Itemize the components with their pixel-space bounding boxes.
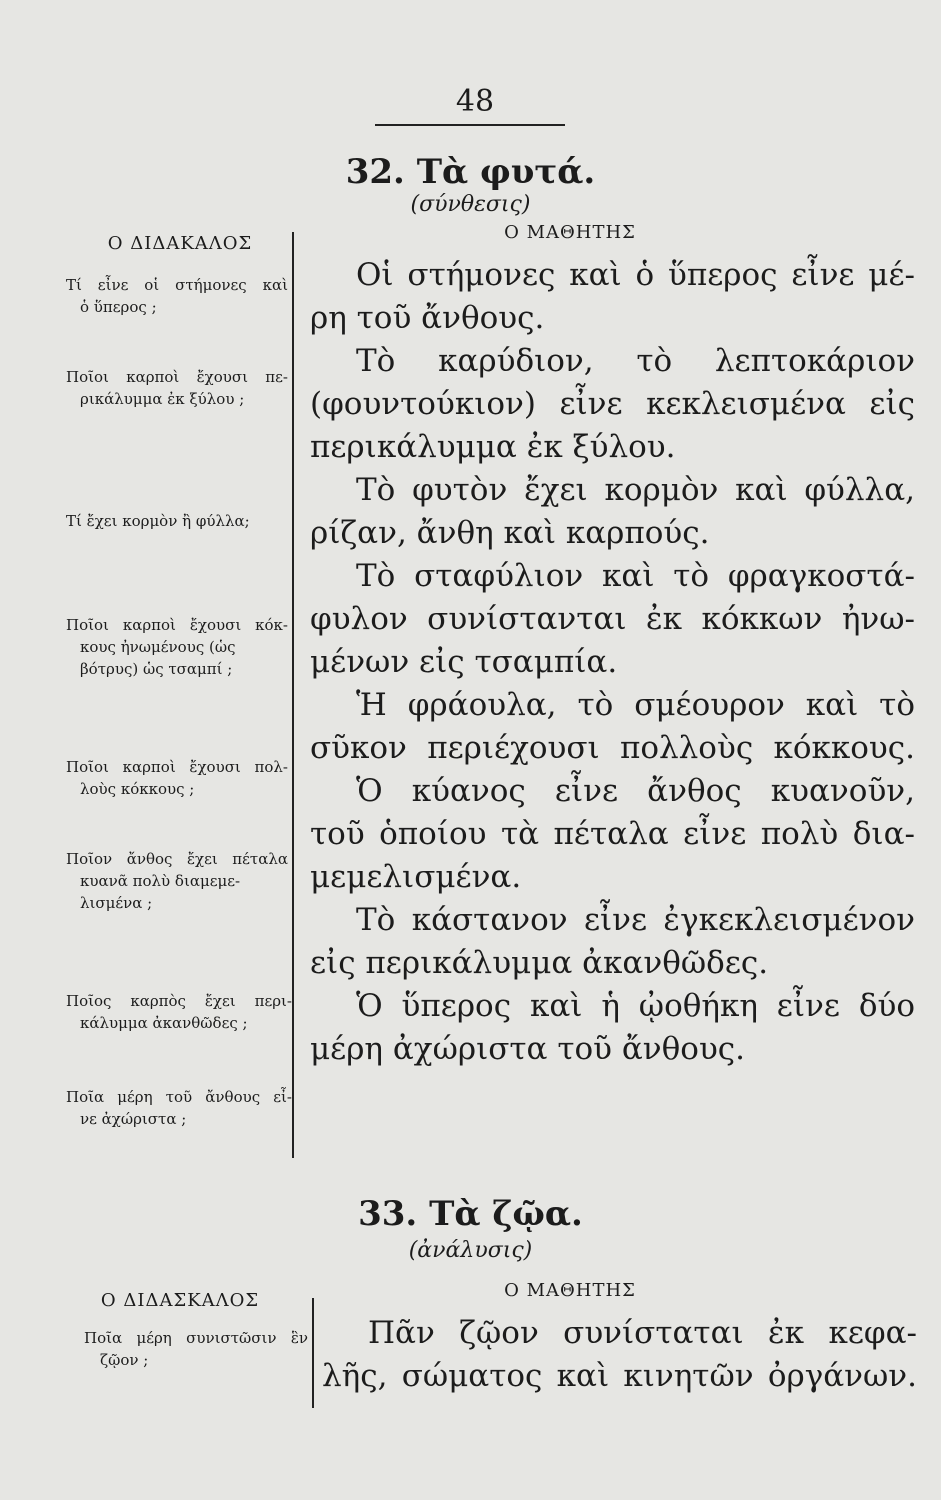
section-33-title: 33. Τὰ ζῷα. <box>358 1194 583 1234</box>
section-32-subtitle: (σύνθεσις) <box>410 192 531 217</box>
section-32-title: 32. Τὰ φυτά. <box>345 152 596 192</box>
section-33-answer: Πᾶν ζῷον συνίσταται ἐκ κεφα- λῆς, σώματος καὶ κινητῶν ὀργάνων. <box>322 1315 917 1394</box>
question-4: Ποῖοι καρποὶ ἔχουσι κόκ- κους ἠνωμένους (ὡς βότρυς) ὡς τσαμπί ; <box>66 616 288 678</box>
question-7: Ποῖος καρπὸς ἔχει περι- κάλυμμα ἀκανθῶδες ; <box>66 992 292 1032</box>
question-8: Ποῖα μέρη τοῦ ἄνθους εἶ- νε ἀχώριστα ; <box>66 1088 292 1128</box>
section-32-teacher-heading: Ο ΔΙΔΑΚΑΛΟΣ <box>107 233 253 254</box>
section-32-student-heading: Ο ΜΑΘΗΤΗΣ <box>504 222 636 243</box>
page-number-rule <box>375 124 565 126</box>
section-33-subtitle: (ἀνάλυσις) <box>408 1238 533 1263</box>
question-1: Τί εἶνε οἱ στήμονες καὶ ὁ ὕπερος ; <box>66 276 288 316</box>
section-33-teacher-heading: Ο ΔΙΔΑΣΚΑΛΟΣ <box>100 1290 260 1311</box>
section-33-column-rule <box>312 1298 314 1408</box>
section-32-answers: Οἱ στήμονες καὶ ὁ ὕπερος εἶνε μέ- ρη τοῦ ἄνθους. Τὸ καρύδιον, τὸ λεπτοκάριον (φουντούκιον) εἶνε κεκλεισμένα εἰς περικάλυμμα ἐκ ξύλου. Τὸ φυτὸν ἔχει κορμὸν καὶ φύλλα, ρίζαν, ἄνθη καὶ καρπούς. Τὸ σταφύλιον καὶ τὸ φραγκοστά- φυλον συνίστανται ἐκ κόκκων ἠνω- μένων εἰς τσαμπία. Ἡ φράουλα, τὸ σμέουρον καὶ τὸ σῦκον περιέχουσι πολλοὺς κόκκους. Ὁ κύανος εἶνε ἄνθος κυανοῦν, τοῦ ὁποίου τὰ πέταλα εἶνε πολὺ δια- μεμελισμένα. Τὸ κάστανον εἶνε ἐγκεκλεισμένον εἰς περικάλυμμα ἀκανθῶδες. Ὁ ὕπερος καὶ ἡ ᾠοθήκη εἶνε δύο μέρη ἀχώριστα τοῦ ἄνθους. <box>310 257 915 1067</box>
section-33-student-heading: Ο ΜΑΘΗΤΗΣ <box>504 1280 636 1301</box>
question-2: Ποῖοι καρποὶ ἔχουσι πε- ρικάλυμμα ἐκ ξύλου ; <box>66 368 288 408</box>
question-5: Ποῖοι καρποὶ ἔχουσι πολ- λοὺς κόκκους ; <box>66 758 288 798</box>
question-9: Ποῖα μέρη συνιστῶσιν ἓν ζῷον ; <box>84 1329 308 1369</box>
section-32-column-rule <box>292 232 294 1158</box>
question-3: Τί ἔχει κορμὸν ἢ φύλλα; <box>66 512 250 530</box>
page-number: 48 <box>455 84 495 119</box>
question-6: Ποῖον ἄνθος ἔχει πέταλα κυανᾶ πολὺ διαμεμε- λισμένα ; <box>66 850 288 912</box>
